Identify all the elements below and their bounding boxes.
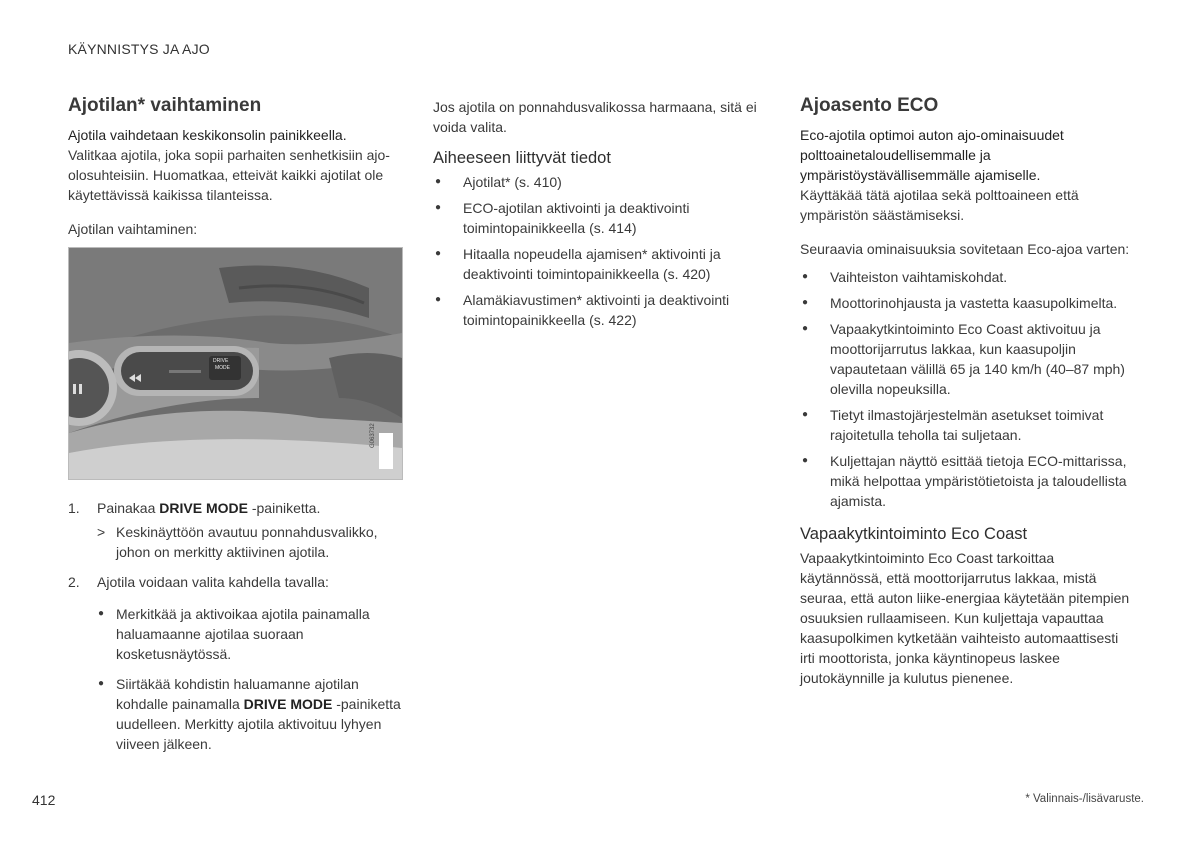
- list-item: [68, 674, 403, 754]
- step-2-options: [68, 604, 403, 754]
- step-2: [68, 572, 403, 592]
- intro-text: Valitkaa ajotila, joka sopii parhaiten senhetkisiin ajo-olosuhteisiin. Huomatkaa, etteivät kaikki ajotilat ole käytettävissä kaikissa tilanteissa.: [68, 147, 390, 203]
- lead-text: Ajotila vaihdetaan keskikonsolin painikkeella.: [68, 127, 347, 143]
- option-text: Siirtäkää kohdistin haluamanne ajotilan kohdalle painamalla: [116, 676, 359, 712]
- related-title: Aiheeseen liittyvät tiedot: [433, 149, 611, 167]
- paragraph: Seuraavia ominaisuuksia sovitetaan Eco-ajoa varten:: [800, 241, 1130, 257]
- console-illustration: [68, 247, 403, 480]
- result-text: Keskinäyttöön avautuu ponnahdusvalikko, johon on merkitty aktiivinen ajotila.: [116, 524, 378, 560]
- option-text-end: -painiketta uudelleen. Merkitty ajotila aktivoituu lyhyen viiveen jälkeen.: [116, 696, 401, 752]
- button-label-bottom: MODE: [215, 365, 230, 371]
- page-number: 412: [32, 792, 56, 808]
- step-text-end: -painiketta.: [247, 500, 321, 516]
- figure-code: G063732: [370, 423, 376, 448]
- related-link[interactable]: ● Alamäkiavustimen* aktivointi ja deaktivointi toimintopainikkeella (s. 422): [433, 290, 768, 330]
- section-title: Ajoasento ECO: [800, 95, 939, 116]
- footnote: * Valinnais-/lisävaruste.: [1025, 793, 1144, 805]
- list-item: ● Moottorinohjausta ja vastetta kaasupolkimelta.: [800, 293, 1135, 313]
- column-right: [800, 95, 1135, 688]
- subsection-title: Vapaakytkintoiminto Eco Coast: [800, 525, 1028, 543]
- result-marker: >: [97, 524, 106, 540]
- section-header: KÄYNNISTYS JA AJO: [68, 41, 210, 57]
- step-text: Ajotila voidaan valita kahdella tavalla:: [97, 574, 329, 590]
- column-middle: [433, 97, 768, 336]
- list-item: ● Merkitkää ja aktivoikaa ajotila painamalla haluamaanne ajotilaa suoraan kosketusnäytössä.: [68, 604, 403, 664]
- list-item: ● Kuljettajan näyttö esittää tietoja ECO-mittarissa, mikä helpottaa ympäristötietoista ja taloudellista ajamista.: [800, 451, 1135, 511]
- eco-feature-list: [800, 267, 1135, 511]
- list-item: ● Vapaakytkintoiminto Eco Coast aktivoituu ja moottorijarrutus lakkaa, kun kaasupoljin vapautetaan välillä 65 ja 140 km/h (40–87 mph) olevilla nopeuksilla.: [800, 319, 1135, 399]
- paragraph: Käyttäkää tätä ajotilaa sekä polttoaineen että ympäristön säästämiseksi.: [800, 187, 1079, 223]
- list-item: ● Tietyt ilmastojärjestelmän asetukset toimivat rajoitetulla teholla tai suljetaan.: [800, 405, 1135, 445]
- step-number: 1.: [68, 500, 80, 516]
- drive-mode-label: DRIVE MODE: [159, 500, 248, 516]
- procedure-label: Ajotilan vaihtaminen:: [68, 221, 198, 237]
- paragraph: Vapaakytkintoiminto Eco Coast tarkoittaa käytännössä, että moottorijarrutus lakkaa, mistä seuraa, että auton liike-energiaa käytetään pitempien osuuksien rullaamiseen. Kun kuljettaja vapauttaa kaasupolkimen kytketään vaihteisto automaattisesti irti moottorista, jonka käyntinopeus laskee joutokäynnille ja kulutus pienenee.: [800, 550, 1130, 686]
- section-title: Ajotilan* vaihtaminen: [68, 95, 262, 116]
- step-number: 2.: [68, 574, 80, 590]
- list-item: ● Vaihteiston vaihtamiskohdat.: [800, 267, 1135, 287]
- related-link[interactable]: ● Hitaalla nopeudella ajamisen* aktivointi ja deaktivointi toimintopainikkeella (s. 420): [433, 244, 768, 284]
- button-label-top: DRIVE: [213, 358, 229, 364]
- column-left: [68, 95, 403, 764]
- step-text: Painakaa: [97, 500, 160, 516]
- related-link[interactable]: ● ECO-ajotilan aktivointi ja deaktivointi toimintopainikkeella (s. 414): [433, 198, 768, 238]
- related-link[interactable]: ● Ajotilat* (s. 410): [433, 172, 768, 192]
- drive-mode-label: DRIVE MODE: [243, 696, 333, 712]
- step-1: [68, 498, 403, 518]
- related-list: [433, 172, 768, 330]
- step-1-result: [68, 522, 403, 562]
- console-illustration-graphic: [69, 248, 402, 479]
- intro-text: Jos ajotila on ponnahdusvalikossa harmaana, sitä ei voida valita.: [433, 99, 757, 135]
- lead-text: Eco-ajotila optimoi auton ajo-ominaisuudet polttoainetaloudellisemmalle ja ympäristöystävällisemmälle ajamiselle.: [800, 127, 1064, 183]
